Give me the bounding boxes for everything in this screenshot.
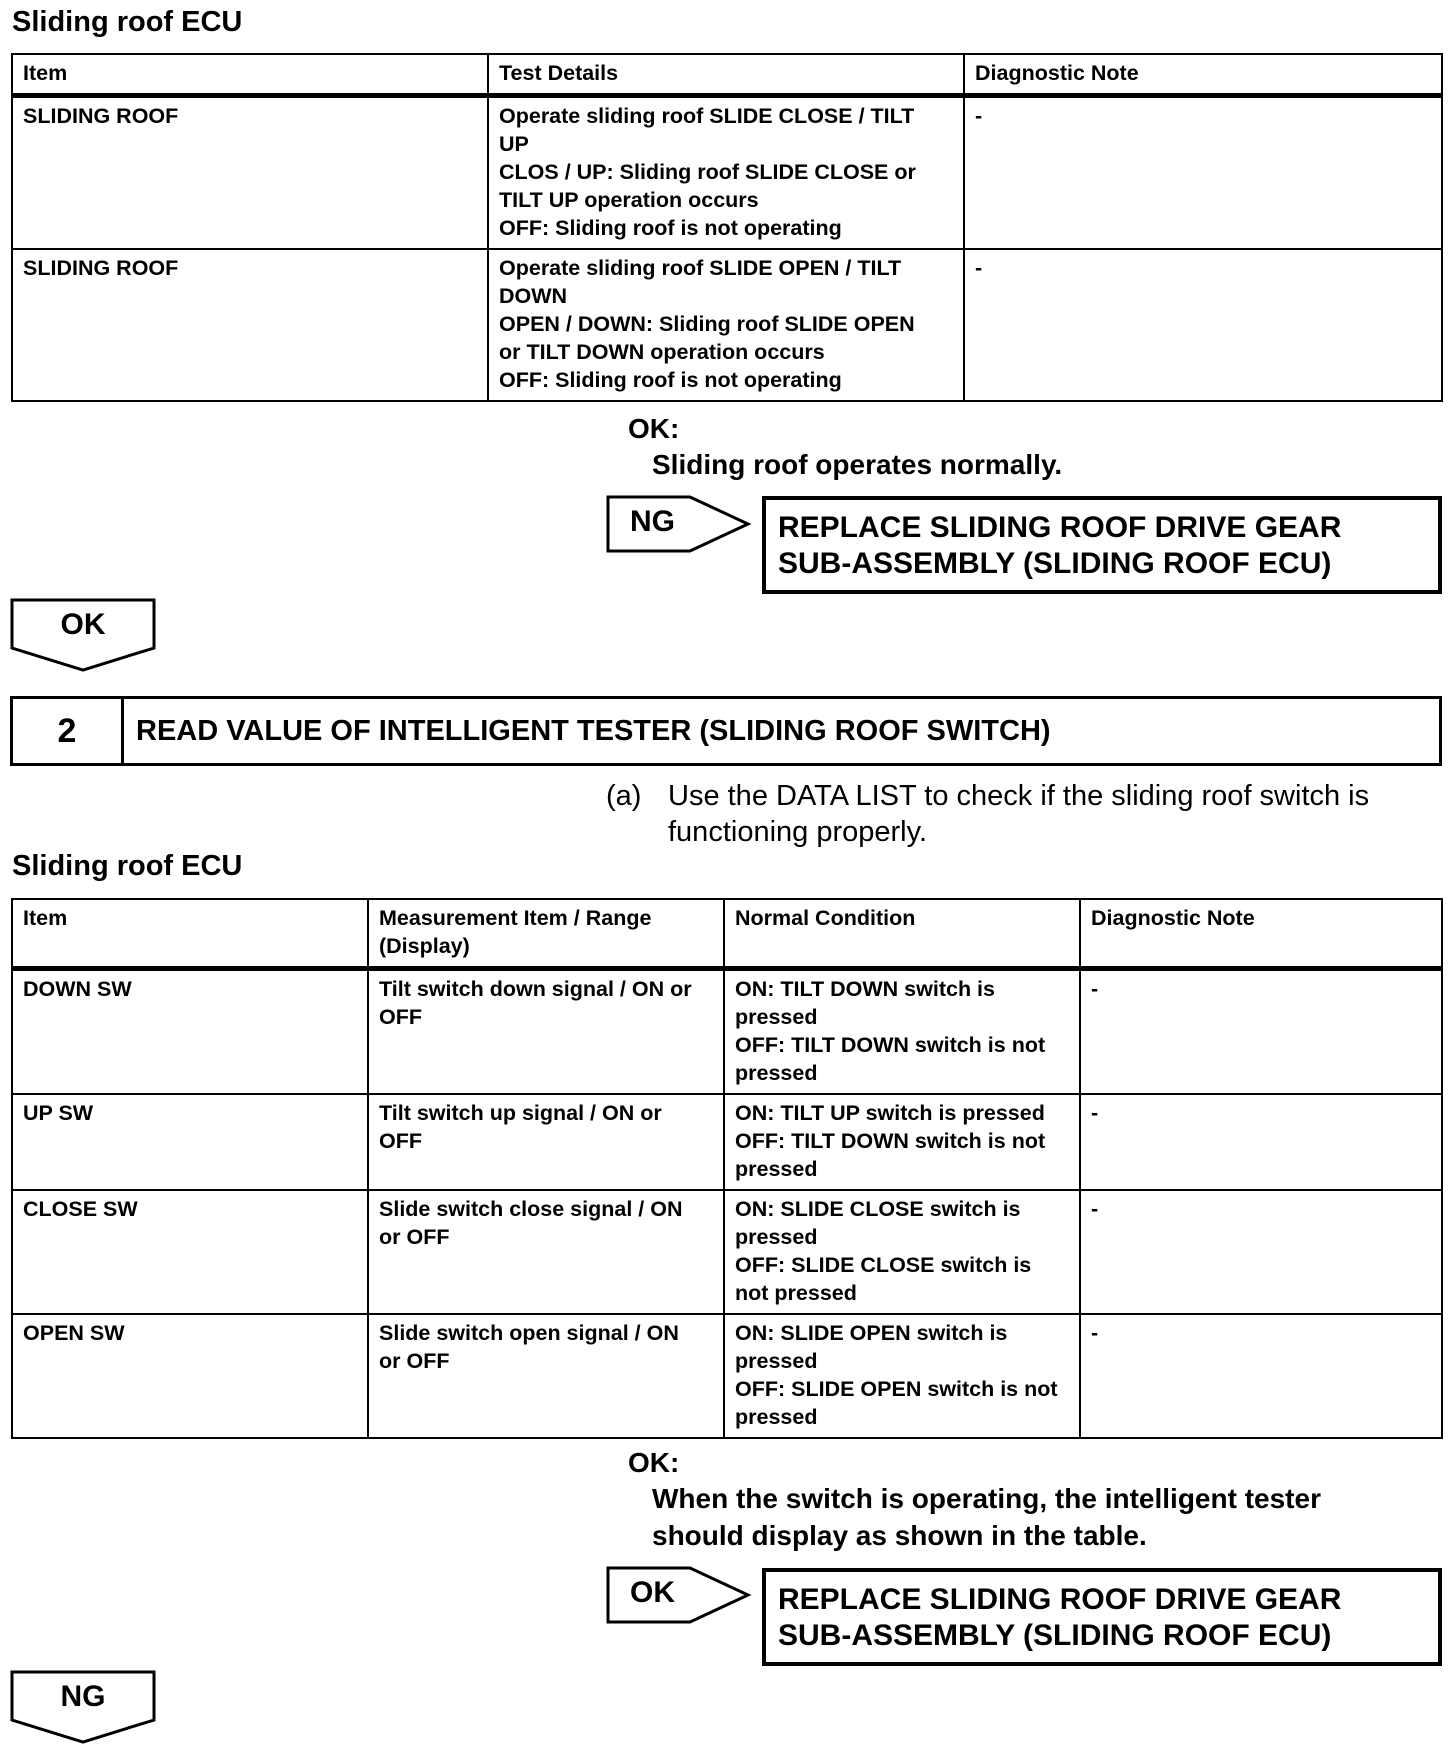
item-cell: UP SW (12, 1094, 368, 1190)
condition-line: OFF: TILT DOWN switch is not (735, 1129, 1046, 1153)
right-arrow-icon (606, 1566, 752, 1624)
item-cell: SLIDING ROOF (12, 96, 488, 250)
sliding-roof-test-table (11, 53, 1443, 402)
condition-line: ON: SLIDE OPEN switch is (735, 1321, 1008, 1345)
condition-line: ON: SLIDE CLOSE switch is (735, 1197, 1021, 1221)
condition-cell (724, 1094, 1080, 1190)
measure-line: or OFF (379, 1349, 450, 1373)
detail-line: Operate sliding roof SLIDE CLOSE / TILT (499, 104, 915, 128)
diagnostic-note-cell: - (1080, 1094, 1442, 1190)
detail-line: OPEN / DOWN: Sliding roof SLIDE OPEN (499, 312, 915, 336)
item-cell: CLOSE SW (12, 1190, 368, 1314)
detail-line: UP (499, 132, 529, 156)
measure-line: OFF (379, 1005, 422, 1029)
item-cell: SLIDING ROOF (12, 249, 488, 401)
sliding-roof-switch-table (11, 898, 1443, 1439)
condition-line: OFF: TILT DOWN switch is not (735, 1033, 1046, 1057)
instruction-text (668, 778, 1448, 850)
ok-criteria-label: OK: (628, 413, 680, 444)
ok-continue-label: OK (60, 608, 106, 641)
detail-line: OFF: Sliding roof is not operating (499, 216, 842, 240)
replace-ecu-result-box (762, 496, 1442, 594)
measure-line: OFF (379, 1129, 422, 1153)
instruction-line: functioning properly. (668, 816, 928, 848)
detail-line: DOWN (499, 284, 568, 308)
detail-line: or TILT DOWN operation occurs (499, 340, 825, 364)
condition-cell (724, 1314, 1080, 1438)
ng-branch-arrow (606, 495, 752, 553)
column-header-measurement (368, 899, 724, 969)
column-header-diagnostic-note: Diagnostic Note (1080, 899, 1442, 969)
table-header-row (12, 54, 1442, 96)
measurement-cell (368, 1314, 724, 1438)
test-details-cell (488, 96, 964, 250)
detail-line: OFF: Sliding roof is not operating (499, 368, 842, 392)
ng-continue-label: NG (60, 1680, 106, 1713)
diagnostic-note-cell: - (964, 249, 1442, 401)
measurement-cell (368, 1094, 724, 1190)
step-number: 2 (13, 699, 124, 763)
ng-branch-label: NG (630, 505, 675, 538)
measure-line: Tilt switch up signal / ON or (379, 1101, 662, 1125)
instruction-line: Use the DATA LIST to check if the sliding roof switch is (668, 780, 1370, 812)
diagnostic-note-cell: - (1080, 1190, 1442, 1314)
ok-criteria-text (652, 1480, 1442, 1554)
detail-line: Operate sliding roof SLIDE OPEN / TILT (499, 256, 902, 280)
condition-cell (724, 969, 1080, 1095)
ok-criteria-line: When the switch is operating, the intelligent tester (652, 1483, 1321, 1514)
ok-criteria-line: should display as shown in the table. (652, 1520, 1147, 1551)
right-arrow-icon (606, 495, 752, 553)
condition-line: OFF: SLIDE OPEN switch is not (735, 1377, 1058, 1401)
detail-line: TILT UP operation occurs (499, 188, 759, 212)
detail-line: CLOS / UP: Sliding roof SLIDE CLOSE or (499, 160, 916, 184)
table-row (12, 1190, 1442, 1314)
measure-line: or OFF (379, 1225, 450, 1249)
result-line: SUB-ASSEMBLY (SLIDING ROOF ECU) (778, 547, 1332, 580)
table-row (12, 1094, 1442, 1190)
column-header-normal-condition: Normal Condition (724, 899, 1080, 969)
item-cell: DOWN SW (12, 969, 368, 1095)
section2-title: Sliding roof ECU (12, 850, 243, 882)
result-line: REPLACE SLIDING ROOF DRIVE GEAR (778, 511, 1342, 544)
diagnostic-note-cell: - (1080, 969, 1442, 1095)
measure-line: Tilt switch down signal / ON or (379, 977, 692, 1001)
condition-line: pressed (735, 1349, 818, 1373)
table-row (12, 969, 1442, 1095)
condition-cell (724, 1190, 1080, 1314)
ok-branch-label: OK (630, 1576, 675, 1609)
instruction-marker: (a) (606, 780, 642, 812)
condition-line: pressed (735, 1061, 818, 1085)
result-line: SUB-ASSEMBLY (SLIDING ROOF ECU) (778, 1619, 1332, 1652)
result-line: REPLACE SLIDING ROOF DRIVE GEAR (778, 1583, 1342, 1616)
measure-line: Slide switch open signal / ON (379, 1321, 679, 1345)
column-header-test-details: Test Details (488, 54, 964, 96)
condition-line: pressed (735, 1225, 818, 1249)
ok-criteria-text: Sliding roof operates normally. (652, 449, 1063, 480)
item-cell: OPEN SW (12, 1314, 368, 1438)
replace-ecu-result-box (762, 1568, 1442, 1666)
step-title: READ VALUE OF INTELLIGENT TESTER (SLIDING ROOF SWITCH) (136, 714, 1051, 747)
ok-branch-arrow (606, 1566, 752, 1624)
condition-line: pressed (735, 1157, 818, 1181)
column-header-diagnostic-note: Diagnostic Note (964, 54, 1442, 96)
header-line: (Display) (379, 934, 470, 958)
table-row (12, 1314, 1442, 1438)
diagnostic-note-cell: - (1080, 1314, 1442, 1438)
measurement-cell (368, 969, 724, 1095)
header-line: Measurement Item / Range (379, 906, 652, 930)
condition-line: pressed (735, 1405, 818, 1429)
section1-title: Sliding roof ECU (12, 6, 243, 38)
condition-line: pressed (735, 1005, 818, 1029)
ok-continue-arrow (10, 598, 156, 672)
column-header-item: Item (12, 54, 488, 96)
table-row (12, 96, 1442, 250)
table-row (12, 249, 1442, 401)
measurement-cell (368, 1190, 724, 1314)
diagnostic-note-cell: - (964, 96, 1442, 250)
condition-line: ON: TILT DOWN switch is (735, 977, 995, 1001)
ok-criteria-label: OK: (628, 1447, 680, 1478)
condition-line: OFF: SLIDE CLOSE switch is (735, 1253, 1032, 1277)
ng-continue-arrow (10, 1670, 156, 1744)
condition-line: ON: TILT UP switch is pressed (735, 1101, 1045, 1125)
measure-line: Slide switch close signal / ON (379, 1197, 683, 1221)
test-details-cell (488, 249, 964, 401)
table-header-row (12, 899, 1442, 969)
column-header-item: Item (12, 899, 368, 969)
step-2-header (10, 696, 1442, 766)
condition-line: not pressed (735, 1281, 857, 1305)
